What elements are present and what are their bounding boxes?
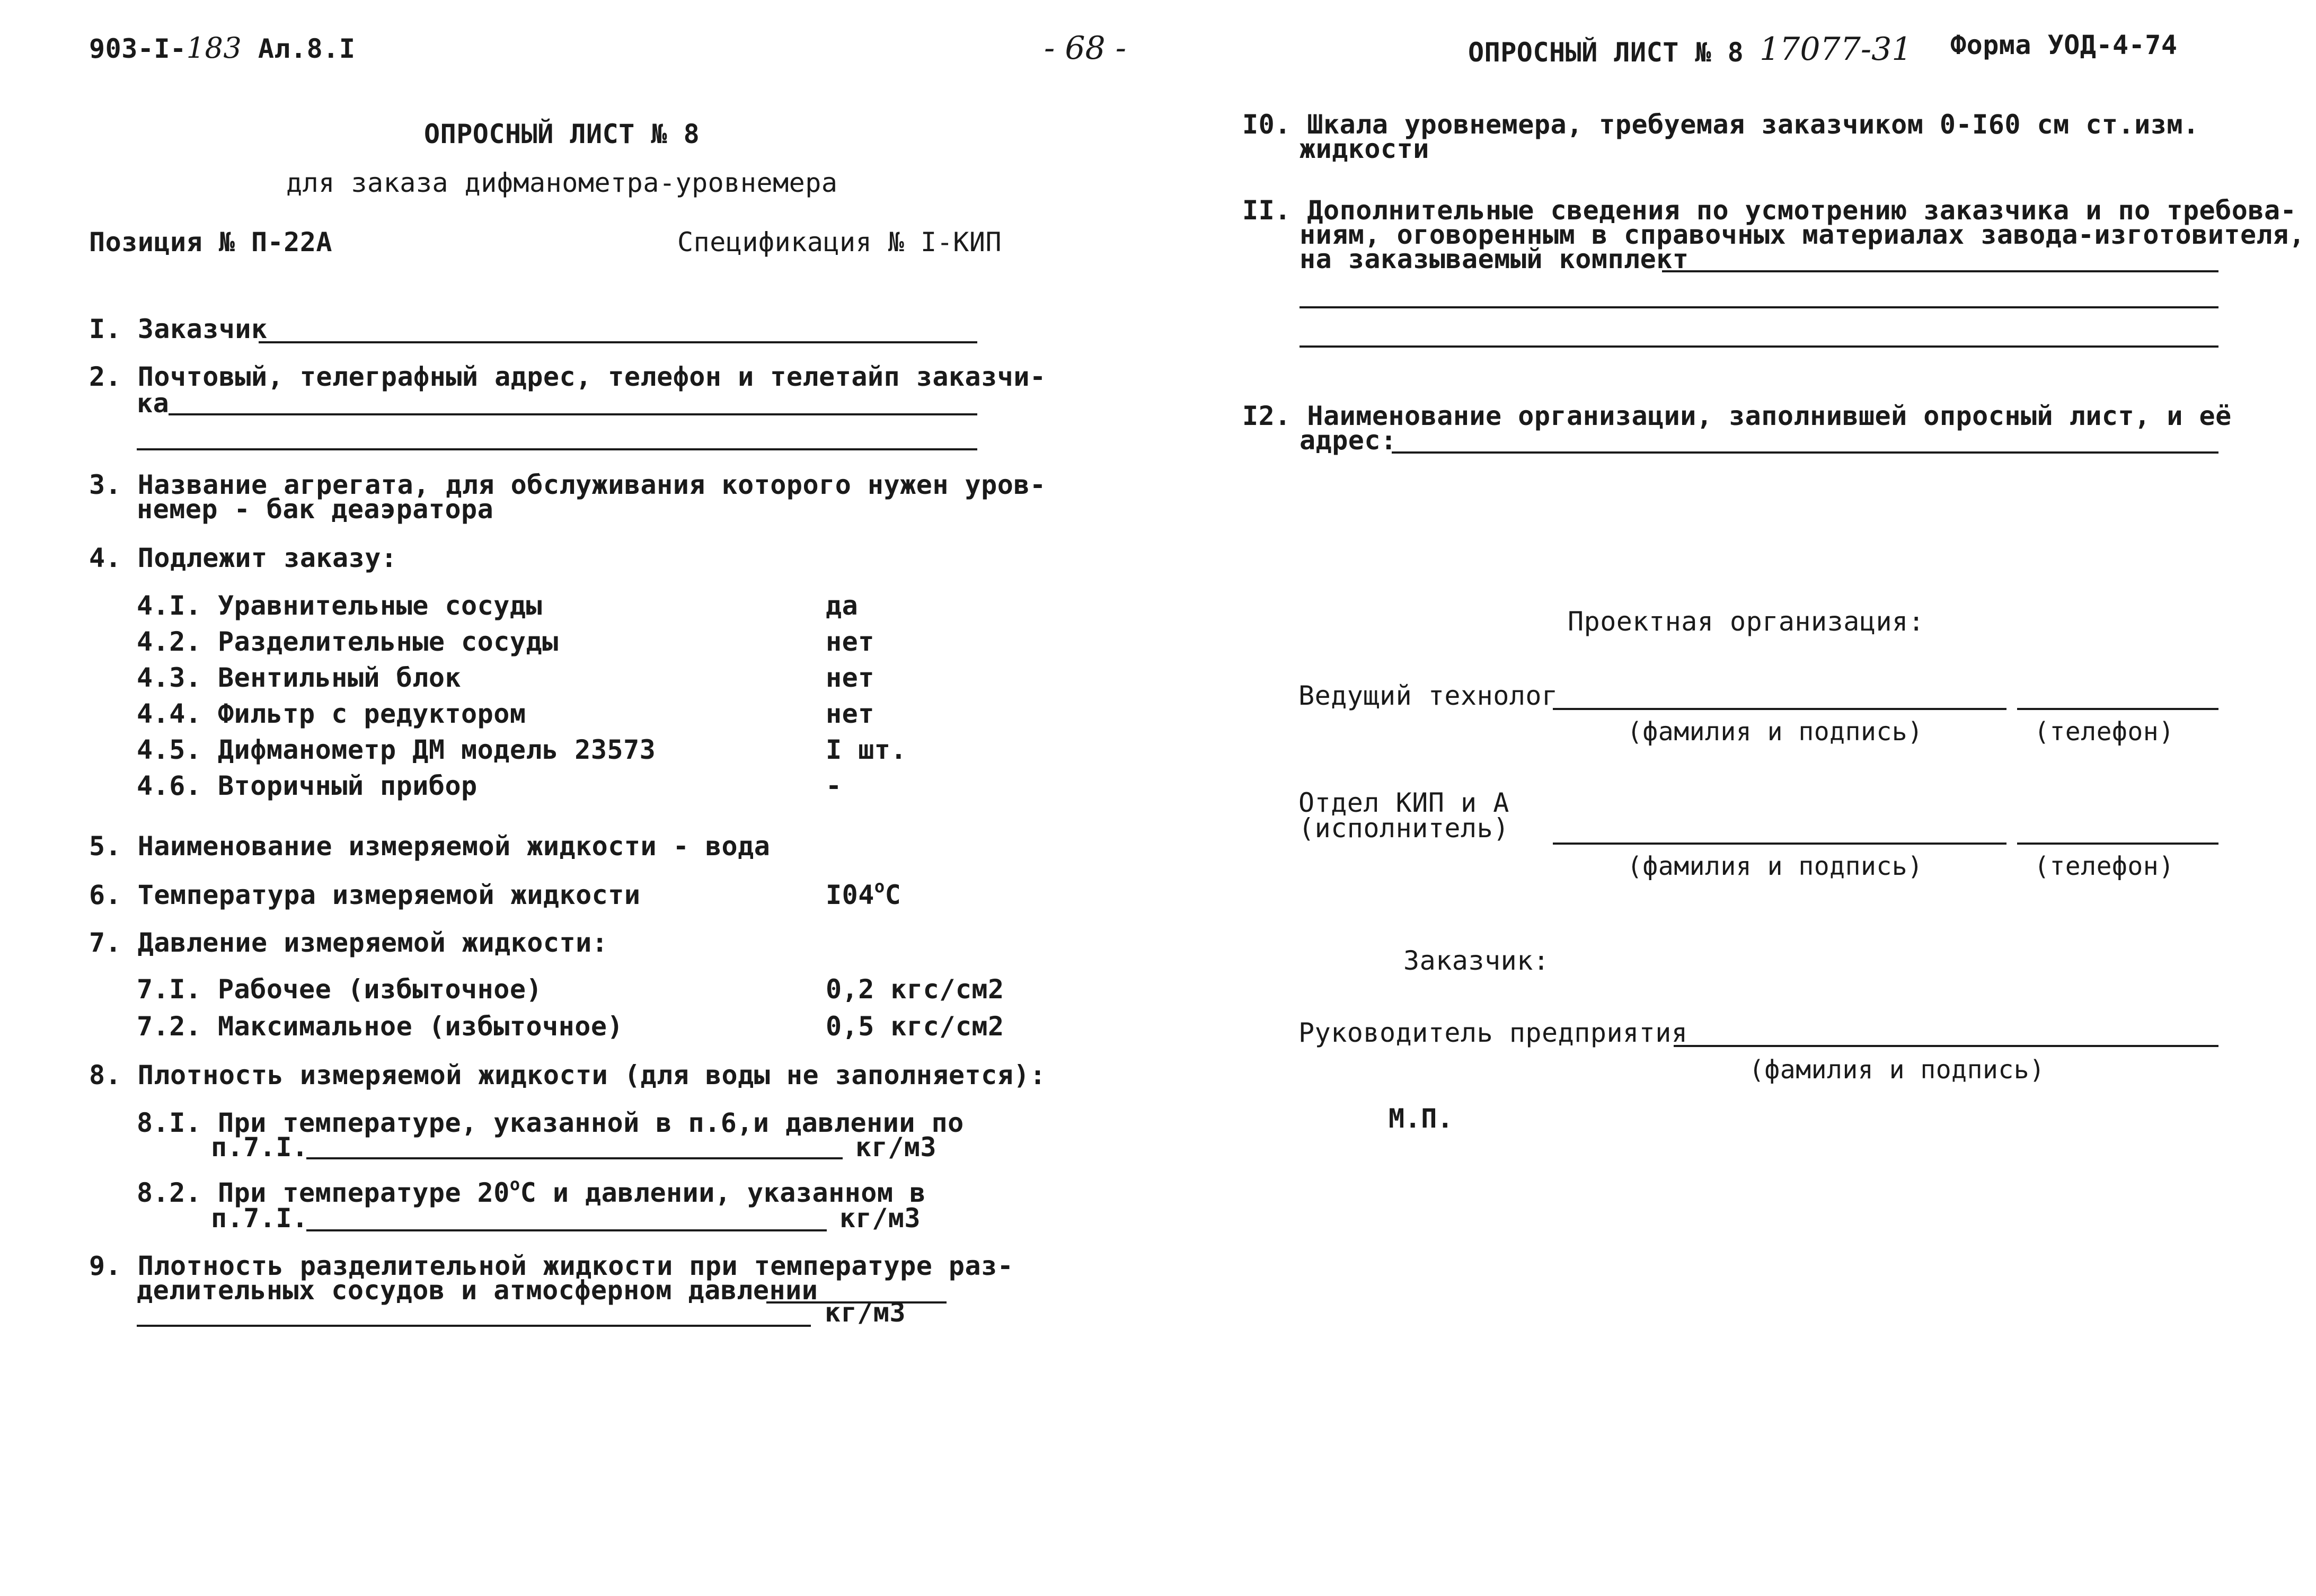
name-sign-caption: (фамилия и подпись) (1749, 1055, 2045, 1085)
form-title-header: ОПРОСНЫЙ ЛИСТ № 8 (1468, 37, 1744, 68)
temperature-number: I04 (826, 880, 874, 910)
document-code (89, 31, 356, 65)
item-12-line2: адрес: (1300, 425, 1397, 456)
design-organization-heading: Проектная организация: (1568, 606, 1925, 637)
name-sign-caption: (фамилия и подпись) (1627, 852, 1923, 881)
item-1-customer: I. Заказчик (89, 314, 268, 344)
item-11-line1: II. Дополнительные сведения по усмотрению заказчика и по требова- (1242, 195, 2297, 226)
item-9-unit: кг/м3 (825, 1297, 906, 1328)
item-10-line1: I0. Шкала уровнемера, требуемая заказчиком 0-I60 см ст.изм. (1242, 109, 2199, 140)
additional-info-fill-line-3[interactable] (1300, 345, 2218, 348)
org-address-fill-line[interactable] (1392, 451, 2218, 454)
density-8-1-fill-line[interactable] (306, 1157, 843, 1159)
dept-phone-line[interactable] (2017, 843, 2218, 845)
working-pressure-value: 0,2 кгс/см2 (826, 974, 1004, 1005)
degree-mark: o (509, 1174, 520, 1194)
address-fill-line-2[interactable] (137, 448, 977, 450)
name-sign-caption: (фамилия и подпись) (1627, 717, 1923, 747)
item-9-line2: делительных сосудов и атмосферном давлении (137, 1275, 818, 1306)
form-subtitle: для заказа дифманометра-уровнемера (286, 167, 838, 198)
item-5-liquid: 5. Наименование измеряемой жидкости - вода (89, 831, 771, 862)
item-8-1-unit: кг/м3 (855, 1132, 937, 1163)
item-10-line2: жидкости (1300, 134, 1429, 164)
item-7-1-working: 7.I. Рабочее (избыточное) (137, 974, 543, 1005)
item-3-line2: немер - бак деаэратора (137, 494, 494, 525)
item-8-1-line1: 8.I. При температуре, указанной в п.6,и давлении по (137, 1107, 964, 1138)
position-number: Позиция № П-22А (89, 227, 333, 258)
dept-label-line2: (исполнитель) (1298, 813, 1509, 844)
item-11-line3: на заказываемый комплект (1300, 244, 1689, 274)
temperature-unit: C (885, 880, 901, 910)
item-2-line1: 2. Почтовый, телеграфный адрес, телефон и телетайп заказчи- (89, 361, 1046, 392)
density-8-2-fill-line[interactable] (306, 1229, 827, 1231)
doc-code-handwritten: 183 (186, 31, 242, 65)
form-title: ОПРОСНЫЙ ЛИСТ № 8 (424, 119, 700, 149)
item-8-2-line2: п.7.I. (211, 1203, 308, 1234)
phone-caption: (телефон) (2034, 717, 2174, 747)
item-7-2-max: 7.2. Максимальное (избыточное) (137, 1011, 624, 1042)
order-item-value: нет (826, 698, 874, 729)
item-3-line1: 3. Название агрегата, для обслуживания которого нужен уров- (89, 469, 1046, 500)
item-8-1-line2: п.7.I. (211, 1132, 308, 1163)
item-8-2-unit: кг/м3 (839, 1203, 921, 1234)
separator-density-fill-line-2[interactable] (137, 1325, 811, 1327)
lead-technologist-phone-line[interactable] (2017, 708, 2218, 710)
specification-number: Спецификация № I-КИП (677, 227, 1002, 258)
form-code: Форма УОД-4-74 (1950, 30, 2178, 60)
lead-technologist-label: Ведущий технолог (1298, 680, 1558, 711)
item-8-density: 8. Плотность измеряемой жидкости (для воды не заполняется): (89, 1060, 1046, 1090)
temperature-value (826, 876, 901, 910)
order-item-value: нет (826, 662, 874, 693)
enterprise-head-label: Руководитель предприятия (1298, 1017, 1688, 1048)
item-2-line2: ка (137, 388, 170, 419)
item-11-line2: ниям, оговоренным в справочных материалах завода-изготовителя, (1300, 219, 2305, 250)
dept-sign-line[interactable] (1553, 843, 2006, 845)
dept-label-line1: Отдел КИП и А (1298, 787, 1509, 818)
phone-caption: (телефон) (2034, 852, 2174, 881)
order-item-label: 4.6. Вторичный прибор (137, 770, 478, 801)
item-7-pressure: 7. Давление измеряемой жидкости: (89, 927, 608, 958)
item-4-order: 4. Подлежит заказу: (89, 543, 397, 573)
doc-code-suffix: Ал.8.I (258, 33, 356, 64)
order-item-value: - (826, 770, 842, 801)
item-9-line1: 9. Плотность разделительной жидкости при температуре раз- (89, 1251, 1014, 1281)
order-item-value: нет (826, 626, 874, 657)
degree-mark: o (874, 876, 885, 897)
form-number-handwritten: 17077-31 (1760, 31, 1912, 68)
customer-heading: Заказчик: (1403, 945, 1550, 976)
enterprise-head-sign-line[interactable] (1674, 1045, 2218, 1047)
additional-info-fill-line-2[interactable] (1300, 306, 2218, 308)
order-item-label: 4.2. Разделительные сосуды (137, 626, 559, 657)
order-item-value: да (826, 590, 859, 621)
item-8-2-text-b: C и давлении, указанном в (520, 1177, 926, 1208)
stamp-place-label: М.П. (1389, 1103, 1454, 1134)
customer-fill-line[interactable] (259, 341, 977, 343)
item-6-temperature: 6. Температура измеряемой жидкости (89, 880, 641, 910)
order-item-value: I шт. (826, 734, 907, 765)
additional-info-fill-line-1[interactable] (1662, 270, 2218, 272)
address-fill-line-1[interactable] (169, 413, 977, 415)
order-item-label: 4.I. Уравнительные сосуды (137, 590, 543, 621)
item-12-line1: I2. Наименование организации, заполнившей опросный лист, и её (1242, 401, 2232, 431)
item-8-2-text-a: 8.2. При температуре 20 (137, 1177, 510, 1208)
doc-code-prefix: 903-I- (89, 33, 187, 64)
order-item-label: 4.5. Дифманометр ДМ модель 23573 (137, 734, 656, 765)
lead-technologist-sign-line[interactable] (1553, 708, 2006, 710)
page-number: - 68 - (1044, 30, 1127, 67)
max-pressure-value: 0,5 кгс/см2 (826, 1011, 1004, 1042)
order-item-label: 4.4. Фильтр с редуктором (137, 698, 526, 729)
item-8-2-line1 (137, 1174, 926, 1208)
order-item-label: 4.3. Вентильный блок (137, 662, 462, 693)
